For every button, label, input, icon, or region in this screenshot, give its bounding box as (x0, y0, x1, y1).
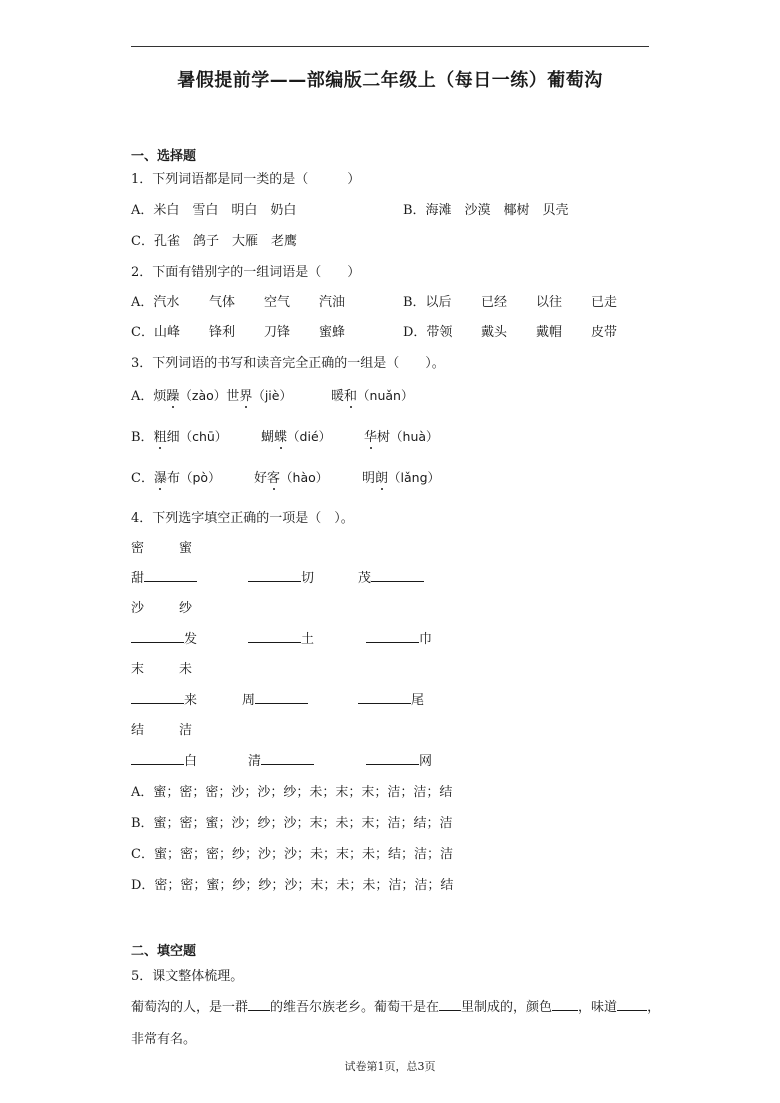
header-rule (131, 46, 649, 47)
q4-fill-item (248, 628, 314, 647)
word-char: 好 (254, 471, 268, 486)
q5-text: 的维吾尔族老乡。葡萄干是在 (270, 1000, 440, 1015)
q2-c-word: 锋利 (209, 325, 236, 340)
fill-char: 茂 (358, 571, 372, 586)
pinyin: （jiè） (252, 388, 292, 403)
answer-blank[interactable] (131, 691, 184, 704)
word-char: 布 (166, 471, 180, 486)
fill-char: 白 (184, 754, 198, 769)
q5-line2: 非常有名。 (131, 1032, 197, 1047)
fill-char: 甜 (131, 571, 145, 586)
q2-d-word: D．带领 (403, 325, 453, 340)
fill-char: 土 (301, 632, 315, 647)
q4-fill-item (131, 689, 197, 708)
q4-fill-item (131, 567, 197, 586)
q2-d-word: 戴头 (481, 325, 508, 340)
q2-d-word: 戴帽 (536, 325, 563, 340)
q5-text: 里制成的，颜色 (461, 1000, 553, 1015)
q5-stem: 5．课文整体梳理。 (131, 969, 244, 984)
q1-stem: 1．下列词语都是同一类的是（ ） (131, 172, 361, 187)
q1-option-c[interactable]: C．孔雀 鸽子 大雁 老鹰 (131, 234, 297, 249)
pinyin: （lǎng） (388, 470, 441, 485)
fill-char: 来 (184, 693, 198, 708)
option-label: C． (131, 471, 154, 486)
word-char: 蝴 (261, 430, 275, 445)
answer-blank[interactable] (617, 998, 647, 1011)
fill-char: 巾 (419, 632, 433, 647)
q2-a-word: 气体 (209, 295, 236, 310)
q3-option-b-word2 (261, 426, 331, 445)
answer-blank[interactable] (255, 691, 308, 704)
q4-pair-char: 洁 (179, 723, 193, 738)
q3-option-b-word3 (364, 426, 439, 445)
q5-line1 (131, 996, 660, 1015)
answer-blank[interactable] (366, 752, 419, 765)
q2-c-word: 刀锋 (264, 325, 291, 340)
page-footer: 试卷第1页，总3页 (344, 1060, 436, 1073)
q4-fill-item (242, 689, 308, 708)
answer-blank[interactable] (261, 752, 314, 765)
q4-pair-char: 末 (131, 662, 145, 677)
q4-pair-char: 结 (131, 723, 145, 738)
dotted-char: 躁 (166, 385, 179, 404)
pinyin: （nuǎn） (357, 388, 414, 403)
q2-b-word: 已走 (591, 295, 618, 310)
answer-blank[interactable] (248, 998, 270, 1011)
dotted-char: 和 (344, 385, 357, 404)
answer-blank[interactable] (131, 630, 184, 643)
q2-c-word: C．山峰 (131, 325, 180, 340)
pinyin: （hào） (280, 470, 329, 485)
fill-char: 尾 (411, 693, 425, 708)
answer-blank[interactable] (552, 998, 578, 1011)
fill-char: 发 (184, 632, 198, 647)
q4-fill-item (131, 750, 197, 769)
word-char: 明 (362, 471, 376, 486)
q4-option-a[interactable]: A．蜜；密；密；沙；沙；纱；未；末；末；洁；洁；结 (131, 785, 453, 800)
fill-char: 切 (301, 571, 315, 586)
section-choice-heading: 一、选择题 (131, 149, 197, 164)
q4-fill-item (366, 750, 432, 769)
section-fill-heading: 二、填空题 (131, 944, 197, 959)
answer-blank[interactable] (131, 752, 184, 765)
q4-stem: 4．下列选字填空正确的一项是（ ）。 (131, 511, 354, 526)
q4-fill-item (248, 750, 314, 769)
q2-a-word: 汽油 (319, 295, 346, 310)
answer-blank[interactable] (248, 569, 301, 582)
fill-char: 清 (248, 754, 262, 769)
q4-pair-char: 未 (179, 662, 193, 677)
pinyin: （huà） (390, 429, 439, 444)
pinyin: （chū） (179, 429, 228, 444)
q3-option-c[interactable] (131, 467, 221, 486)
q2-a-word: 空气 (264, 295, 291, 310)
answer-blank[interactable] (358, 691, 411, 704)
pinyin: （pò） (179, 470, 221, 485)
answer-blank[interactable] (144, 569, 197, 582)
q2-a-word: A．汽水 (131, 295, 180, 310)
pinyin: （zào） (179, 388, 227, 403)
q4-fill-item (366, 628, 432, 647)
answer-blank[interactable] (371, 569, 424, 582)
q4-fill-item (248, 567, 314, 586)
word-char: 暖 (331, 389, 345, 404)
q3-option-c-word3 (362, 467, 440, 486)
q5-text: ，味道 (578, 1000, 618, 1015)
q3-option-a[interactable] (131, 385, 292, 404)
word-char: 树 (377, 430, 391, 445)
q2-stem: 2．下面有错别字的一组词语是（ ） (131, 265, 361, 280)
word-char: 细 (166, 430, 180, 445)
word-char: 世 (226, 389, 240, 404)
dotted-char: 客 (267, 467, 280, 486)
dotted-char: 蝶 (274, 426, 287, 445)
option-label: A． (131, 389, 154, 404)
dotted-char: 瀑 (154, 467, 167, 486)
word-char: 烦 (153, 389, 167, 404)
fill-char: 周 (242, 693, 256, 708)
q4-option-b[interactable]: B．蜜；密；蜜；沙；纱；沙；末；未；末；洁；结；洁 (131, 816, 453, 831)
q2-b-word: B．以后 (403, 295, 452, 310)
q2-c-word: 蜜蜂 (319, 325, 346, 340)
q4-pair-char: 密 (131, 541, 145, 556)
q5-text: ， (647, 1000, 661, 1015)
answer-blank[interactable] (366, 630, 419, 643)
q4-pair-char: 沙 (131, 601, 145, 616)
answer-blank[interactable] (439, 998, 461, 1011)
q4-fill-item (358, 689, 424, 708)
dotted-char: 华 (364, 426, 377, 445)
q2-b-word: 已经 (481, 295, 508, 310)
q4-option-c[interactable]: C．蜜；密；密；纱；沙；沙；未；末；未；结；洁；洁 (131, 847, 453, 862)
q4-fill-item (131, 628, 197, 647)
dotted-char: 粗 (154, 426, 167, 445)
q2-b-word: 以往 (536, 295, 563, 310)
q4-pair-char: 纱 (179, 601, 193, 616)
q3-option-c-word2 (254, 467, 328, 486)
q1-option-b[interactable]: B．海滩 沙漠 椰树 贝壳 (403, 203, 569, 218)
dotted-char: 界 (239, 385, 252, 404)
q4-fill-item (358, 567, 424, 586)
q2-d-word: 皮带 (591, 325, 618, 340)
answer-blank[interactable] (248, 630, 301, 643)
q3-option-a-word3 (331, 385, 413, 404)
q5-text: 葡萄沟的人，是一群 (131, 1000, 249, 1015)
fill-char: 网 (419, 754, 433, 769)
dotted-char: 朗 (375, 467, 388, 486)
q4-pair-char: 蜜 (179, 541, 193, 556)
q3-option-b[interactable] (131, 426, 227, 445)
q3-stem: 3．下列词语的书写和读音完全正确的一组是（ ）。 (131, 356, 445, 371)
q1-option-a[interactable]: A．米白 雪白 明白 奶白 (131, 203, 297, 218)
q4-option-d[interactable]: D．密；密；蜜；纱；纱；沙；末；未；未；洁；洁；结 (131, 878, 454, 893)
page-title: 暑假提前学——部编版二年级上（每日一练）葡萄沟 (177, 70, 603, 91)
option-label: B． (131, 430, 154, 445)
pinyin: （dié） (287, 429, 332, 444)
